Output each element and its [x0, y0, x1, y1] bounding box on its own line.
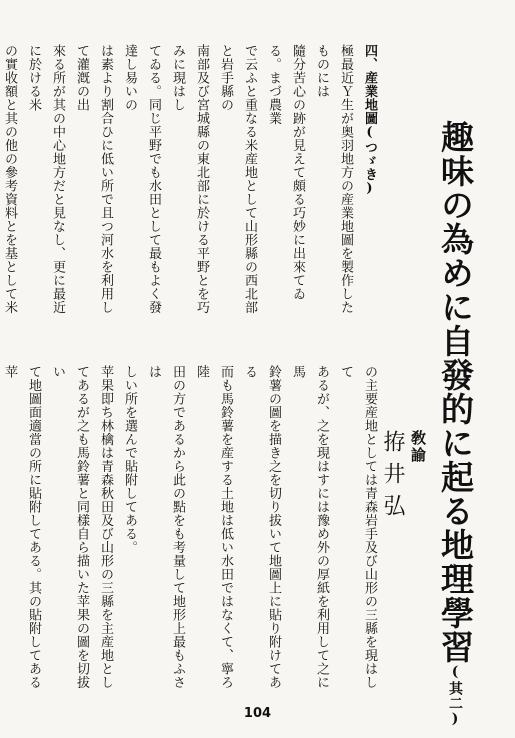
text-column: 苹果即ち林檎は青森秋田及び山形の三縣を主産地とし [98, 365, 113, 689]
text-column: あるが、之を現はすには豫め外の厚紙を利用して之に馬 [290, 365, 329, 689]
body-text-bottom [2, 365, 381, 695]
author-byline [379, 430, 431, 660]
author-role: 敎諭 [409, 430, 427, 464]
text-column: 極最近Ｙ生が奥羽地方の産業地圖を製作したものには [314, 44, 353, 314]
text-column: しい所を選んで貼附してある。 [122, 365, 137, 554]
text-column: で云ふと重なる米産地として山形縣の西北部と岩手縣の [218, 44, 257, 314]
text-column: 來る所が其の中心地方だと見なし、更に最近に於ける米 [26, 44, 65, 314]
page-number: 104 [243, 706, 272, 721]
author-name: 拵井弘 [380, 430, 405, 526]
text-column: 鈴薯の圖を描き之を切り拔いて地圖上に貼り附けてある [242, 365, 281, 689]
text-column: てゐる。同じ平野でも水田として最もよく發達し易いの [122, 44, 161, 314]
text-column: は素より割合ひに低い所で且つ河水を利用して灌漑の出 [74, 44, 113, 314]
title-main: 趣味の為めに自發的に起る地理學習 [436, 120, 475, 664]
text-column: 隨分苦心の跡が見えて頗る巧妙に出來てゐる。まづ農業 [266, 44, 305, 301]
text-column: の實收額と其の他の參考資料とを基として米 [2, 44, 17, 314]
text-column: て地圖面適當の所に貼附してある。其の貼附してある苹 [2, 365, 41, 689]
article-title [435, 120, 475, 728]
section-heading: 四、産業地圖(つゞき) [362, 44, 377, 197]
body-text-top [2, 44, 381, 314]
text-column: 田の方であるから此の點をも考量して地形上最もふさは [146, 365, 185, 689]
text-column: 而も馬鈴薯を産する土地は低い水田ではなくて、寧ろ陸 [194, 365, 233, 689]
text-column: の主要産地としては青森岩手及び山形の三縣を現はして [338, 365, 377, 689]
text-column: てあるが之も馬鈴薯と同樣自ら描いた苹果の圖を切拔い [50, 365, 89, 689]
title-part-marker: (其二) [447, 664, 463, 728]
text-column: 南部及び宮城縣の東北部に於ける平野とを巧みに現はし [170, 44, 209, 314]
